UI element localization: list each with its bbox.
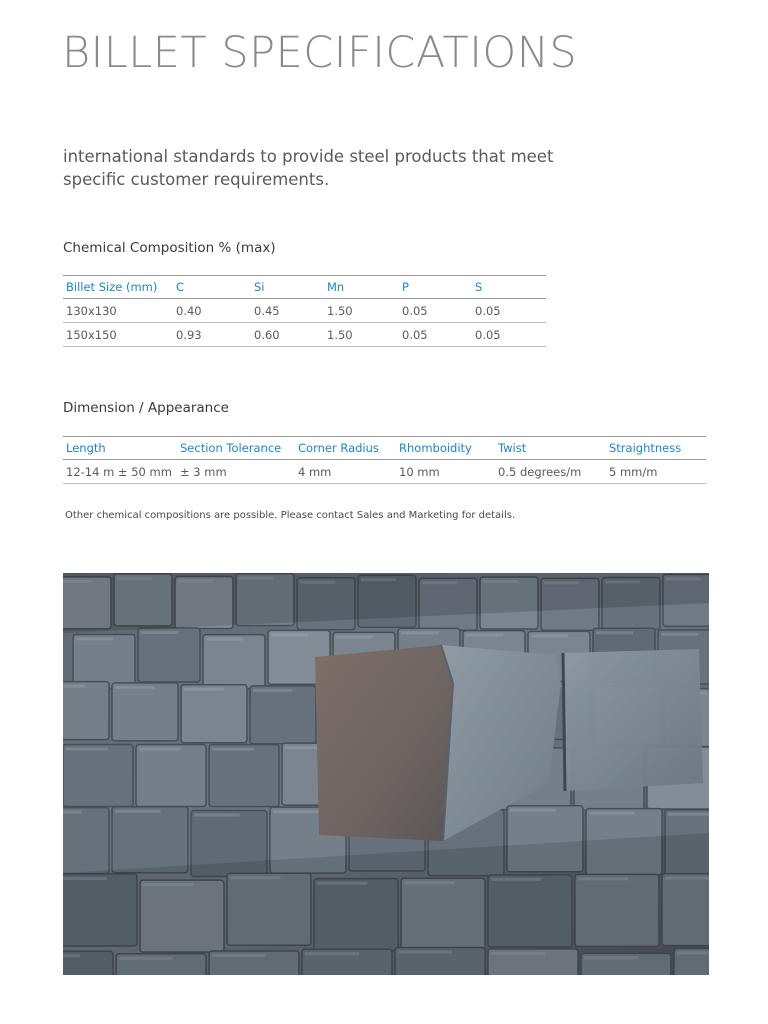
cell-si: 0.45 — [254, 303, 280, 318]
table-row — [63, 460, 706, 484]
cell-mn: 1.50 — [327, 327, 353, 342]
cell-c: 0.93 — [176, 327, 202, 342]
table-header-row — [63, 437, 706, 460]
cell-billet-size: 150x150 — [66, 327, 117, 342]
cell-section-tolerance: ± 3 mm — [180, 464, 227, 479]
intro-line-2: specific customer requirements. — [63, 170, 330, 189]
page-title: BILLET SPECIFICATIONS — [62, 28, 578, 78]
column-header-si: Si — [254, 280, 265, 294]
cell-s: 0.05 — [475, 327, 501, 342]
column-header-section-tolerance: Section Tolerance — [180, 441, 282, 455]
table-header-row — [63, 276, 546, 299]
column-header-length: Length — [66, 441, 106, 455]
table-row — [63, 323, 546, 347]
column-header-corner-radius: Corner Radius — [298, 441, 379, 455]
cell-corner-radius: 4 mm — [298, 464, 332, 479]
intro-paragraph — [63, 145, 554, 191]
intro-line-1: international standards to provide steel products that meet — [63, 147, 554, 166]
column-header-p: P — [402, 280, 409, 294]
footnote: Other chemical compositions are possible. Please contact Sales and Marketing for details. — [65, 510, 516, 521]
column-header-billet-size: Billet Size (mm) — [66, 280, 158, 294]
column-header-straightness: Straightness — [609, 441, 682, 455]
steel-billets-photo — [63, 573, 709, 975]
cell-si: 0.60 — [254, 327, 280, 342]
column-header-mn: Mn — [327, 280, 345, 294]
column-header-twist: Twist — [498, 441, 527, 455]
cell-length: 12-14 m ± 50 mm — [66, 464, 172, 479]
cell-c: 0.40 — [176, 303, 202, 318]
cell-billet-size: 130x130 — [66, 303, 117, 318]
cell-p: 0.05 — [402, 303, 428, 318]
chemical-composition-table — [63, 275, 546, 347]
dimension-appearance-heading: Dimension / Appearance — [63, 400, 229, 416]
column-header-s: S — [475, 280, 483, 294]
cell-p: 0.05 — [402, 327, 428, 342]
chemical-composition-heading: Chemical Composition % (max) — [63, 240, 276, 256]
dimension-appearance-table — [63, 436, 706, 484]
cell-s: 0.05 — [475, 303, 501, 318]
cell-rhomboidity: 10 mm — [399, 464, 440, 479]
table-row — [63, 299, 546, 323]
column-header-rhomboidity: Rhomboidity — [399, 441, 472, 455]
cell-straightness: 5 mm/m — [609, 464, 658, 479]
cell-twist: 0.5 degrees/m — [498, 464, 582, 479]
column-header-c: C — [176, 280, 185, 294]
cell-mn: 1.50 — [327, 303, 353, 318]
